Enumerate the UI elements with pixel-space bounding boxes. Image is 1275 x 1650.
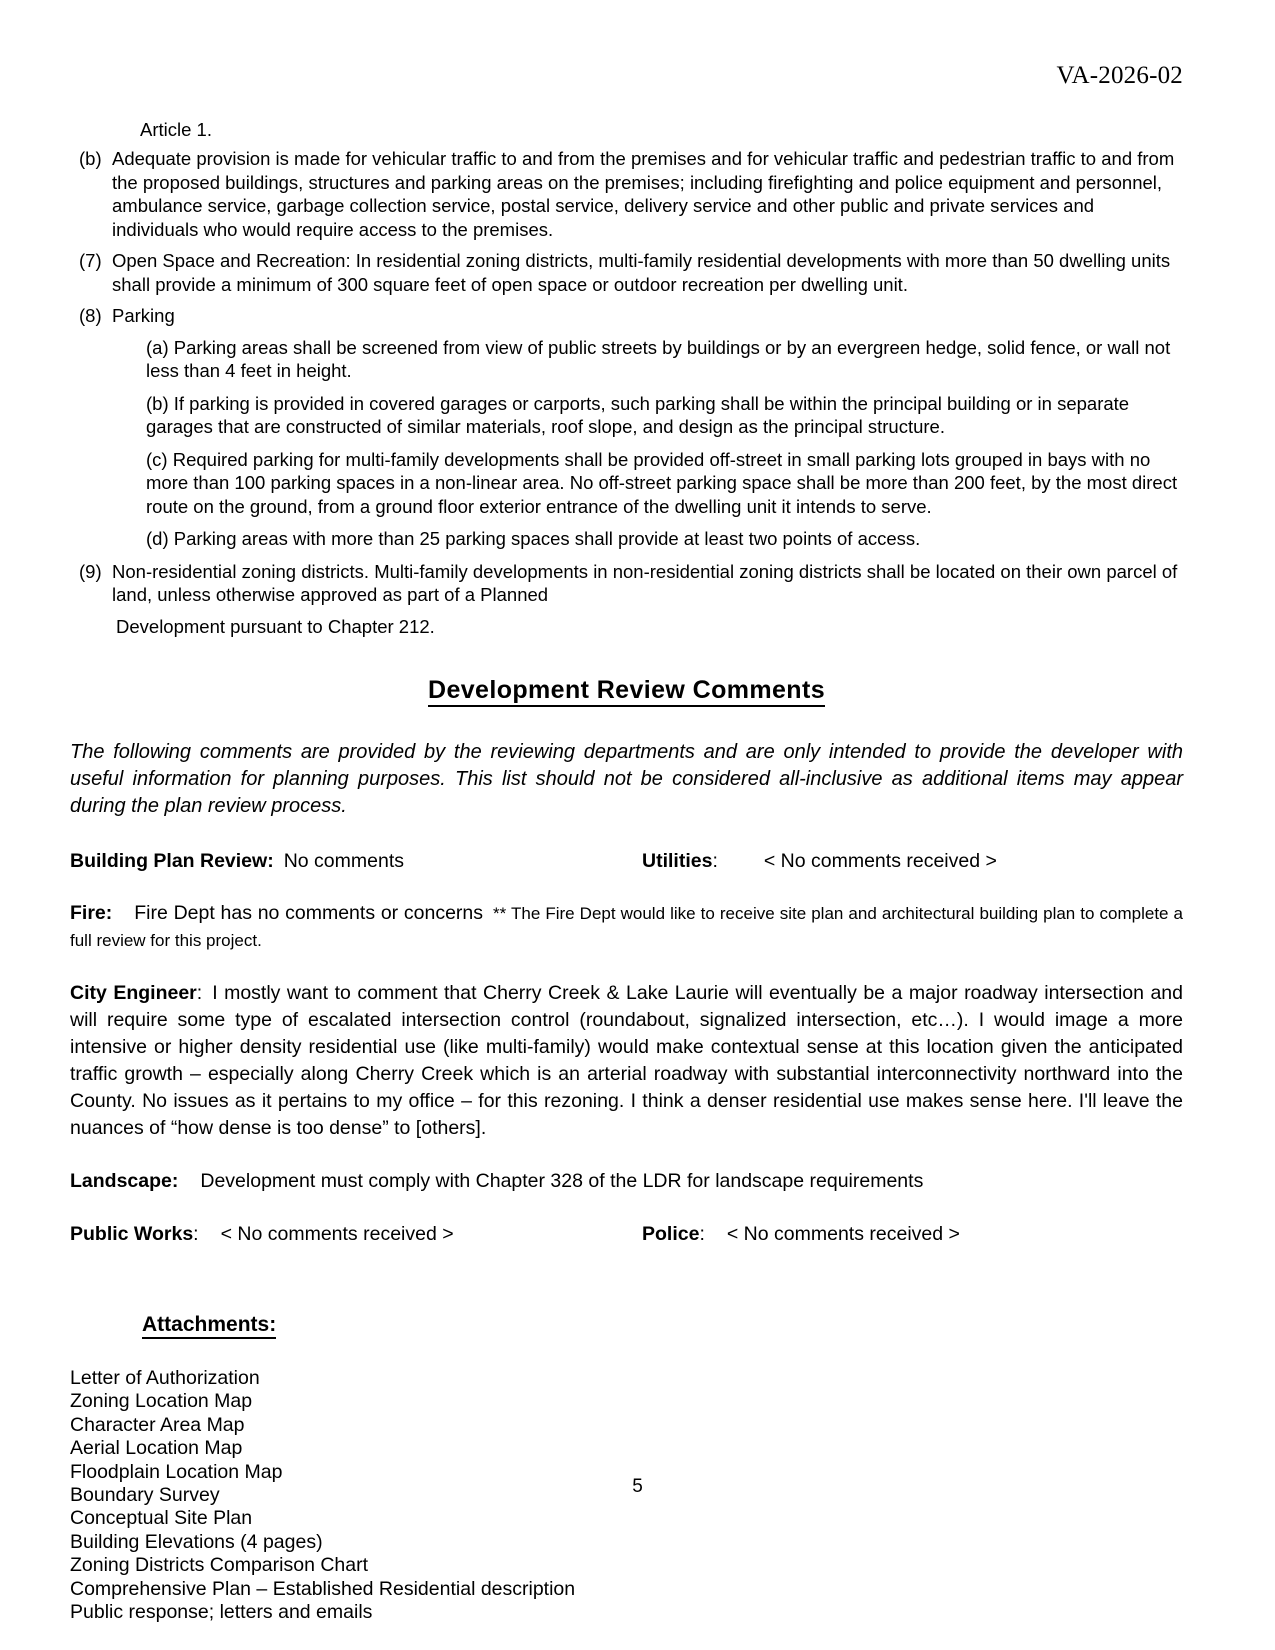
ordinance-item-8-text: Parking: [112, 305, 175, 326]
utilities-colon: :: [712, 850, 718, 872]
police-label: Police: [642, 1223, 700, 1245]
list-item: Letter of Authorization: [70, 1367, 260, 1389]
building-plan-review-label: Building Plan Review:: [70, 850, 274, 872]
development-review-comments-title-text: Development Review Comments: [428, 676, 825, 707]
ordinance-item-9: [70, 560, 1183, 607]
parking-subitem-d: (d) Parking areas with more than 25 parking spaces shall provide at least two points of access.: [146, 528, 921, 549]
building-plan-review-row: [70, 848, 1183, 874]
fire-note: ** The Fire Dept would like to receive site plan and architectural building plan to complete a full review for this project.: [70, 904, 1184, 950]
police-value: < No comments received >: [726, 1223, 960, 1245]
document-body: [70, 118, 1183, 1624]
attachments-title: [142, 1313, 1183, 1337]
police-cell: [642, 1221, 960, 1247]
city-engineer-value: I mostly want to comment that Cherry Creek & Lake Laurie will eventually be a major roadway intersection and will require some type of escalated intersection control (roundabout, signalized intersection, etc…). I would image a more intensive or higher density residential use (like multi-family) would make contextual sense at this location given the anticipated traffic growth – especially along Cherry Creek which is an arterial roadway with substantial interconnectivity northward into the County. No issues as it pertains to my office – for this rezoning. I think a denser residential use makes sense here. I'll leave the nuances of “how dense is too dense” to [others].: [70, 982, 1183, 1139]
building-plan-review-value: No comments: [283, 850, 404, 872]
list-item: Floodplain Location Map: [70, 1460, 283, 1483]
utilities-cell: [642, 848, 997, 874]
ordinance-item-9-text: Non-residential zoning districts. Multi-family developments in non-residential zoning districts shall be located on their own parcel of land, unless otherwise approved as part of a Planned: [112, 560, 1178, 605]
case-number-header: VA-2026-02: [1056, 62, 1183, 89]
article-line: Article 1.: [140, 119, 212, 140]
list-item: Zoning Districts Comparison Chart: [70, 1554, 369, 1577]
development-review-comments-title: [70, 676, 1183, 705]
fire-value: Fire Dept has no comments or concerns: [134, 902, 484, 924]
list-item: Boundary Survey: [70, 1484, 220, 1507]
public-works-colon: :: [193, 1223, 199, 1245]
parking-subitem-a: (a) Parking areas shall be screened from view of public streets by buildings or by an evergreen hedge, solid fence, or wall not less than 4 feet in height.: [146, 336, 1171, 381]
department-comments: [70, 848, 1183, 1247]
public-works-value: < No comments received >: [220, 1223, 454, 1245]
parking-subitem-b: (b) If parking is provided in covered garages or carports, such parking shall be within the principal building or in separate garages that are constructed of similar materials, roof slope, and design as the principal structure.: [146, 392, 1130, 437]
public-works-label: Public Works: [70, 1223, 194, 1245]
ordinance-item-8-label: (8): [79, 305, 102, 326]
review-intro-paragraph: The following comments are provided by the reviewing departments and are only intended to provide the developer with useful information for planning purposes. This list should not be considered all-inclusive as additional items may appear during the plan review process.: [70, 741, 1183, 817]
ordinance-item-b: [70, 147, 1183, 241]
list-item: Aerial Location Map: [70, 1437, 243, 1460]
list-item: Conceptual Site Plan: [70, 1507, 253, 1530]
utilities-value: < No comments received >: [763, 850, 997, 872]
ordinance-item-7: [70, 249, 1183, 296]
landscape-paragraph: [70, 1168, 1183, 1195]
city-engineer-paragraph: [70, 980, 1183, 1142]
list-item: Comprehensive Plan – Established Residential description: [70, 1577, 576, 1600]
landscape-label: Landscape:: [70, 1170, 179, 1192]
city-engineer-colon: :: [196, 982, 203, 1004]
ordinance-item-7-label: (7): [79, 250, 102, 271]
list-item: Public response; letters and emails: [70, 1601, 373, 1624]
fire-label: Fire:: [70, 902, 113, 924]
page-number: 5: [632, 1476, 643, 1497]
fire-paragraph: [70, 900, 1183, 954]
public-works-police-row: [70, 1221, 1183, 1247]
police-colon: :: [699, 1223, 705, 1245]
ordinance-item-9-continuation: Development pursuant to Chapter 212.: [116, 615, 435, 637]
list-item: Character Area Map: [70, 1413, 245, 1436]
utilities-label: Utilities: [642, 850, 713, 872]
ordinance-item-b-label: (b): [79, 148, 102, 169]
landscape-value: Development must comply with Chapter 328 of the LDR for landscape requirements: [200, 1170, 924, 1192]
list-item: Building Elevations (4 pages): [70, 1530, 323, 1553]
parking-subitem-c: (c) Required parking for multi-family developments shall be provided off-street in small parking lots grouped in bays with no more than 100 parking spaces in a non-linear area. No off-street parking space shall be more than 200 feet, by the most direct route on the ground, from a ground floor exterior entrance of the dwelling unit it intends to serve.: [146, 448, 1178, 517]
ordinance-item-9-label: (9): [79, 560, 102, 582]
city-engineer-label: City Engineer: [70, 982, 197, 1004]
list-item: Zoning Location Map: [70, 1390, 253, 1413]
ordinance-item-b-text: Adequate provision is made for vehicular traffic to and from the premises and for vehicular traffic and pedestrian traffic to and from the proposed buildings, structures and parking areas on the premises; including firefighting and police equipment and personnel, ambulance service, garbage collection service, postal service, delivery service and other public and private services and individuals who would require access to the premises.: [112, 148, 1175, 240]
ordinance-item-8: [70, 304, 1183, 328]
ordinance-item-7-text: Open Space and Recreation: In residential zoning districts, multi-family residential developments with more than 50 dwelling units shall provide a minimum of 300 square feet of open space or outdoor recreation per dwelling unit.: [112, 250, 1171, 295]
attachments-title-text: Attachments:: [142, 1313, 276, 1339]
